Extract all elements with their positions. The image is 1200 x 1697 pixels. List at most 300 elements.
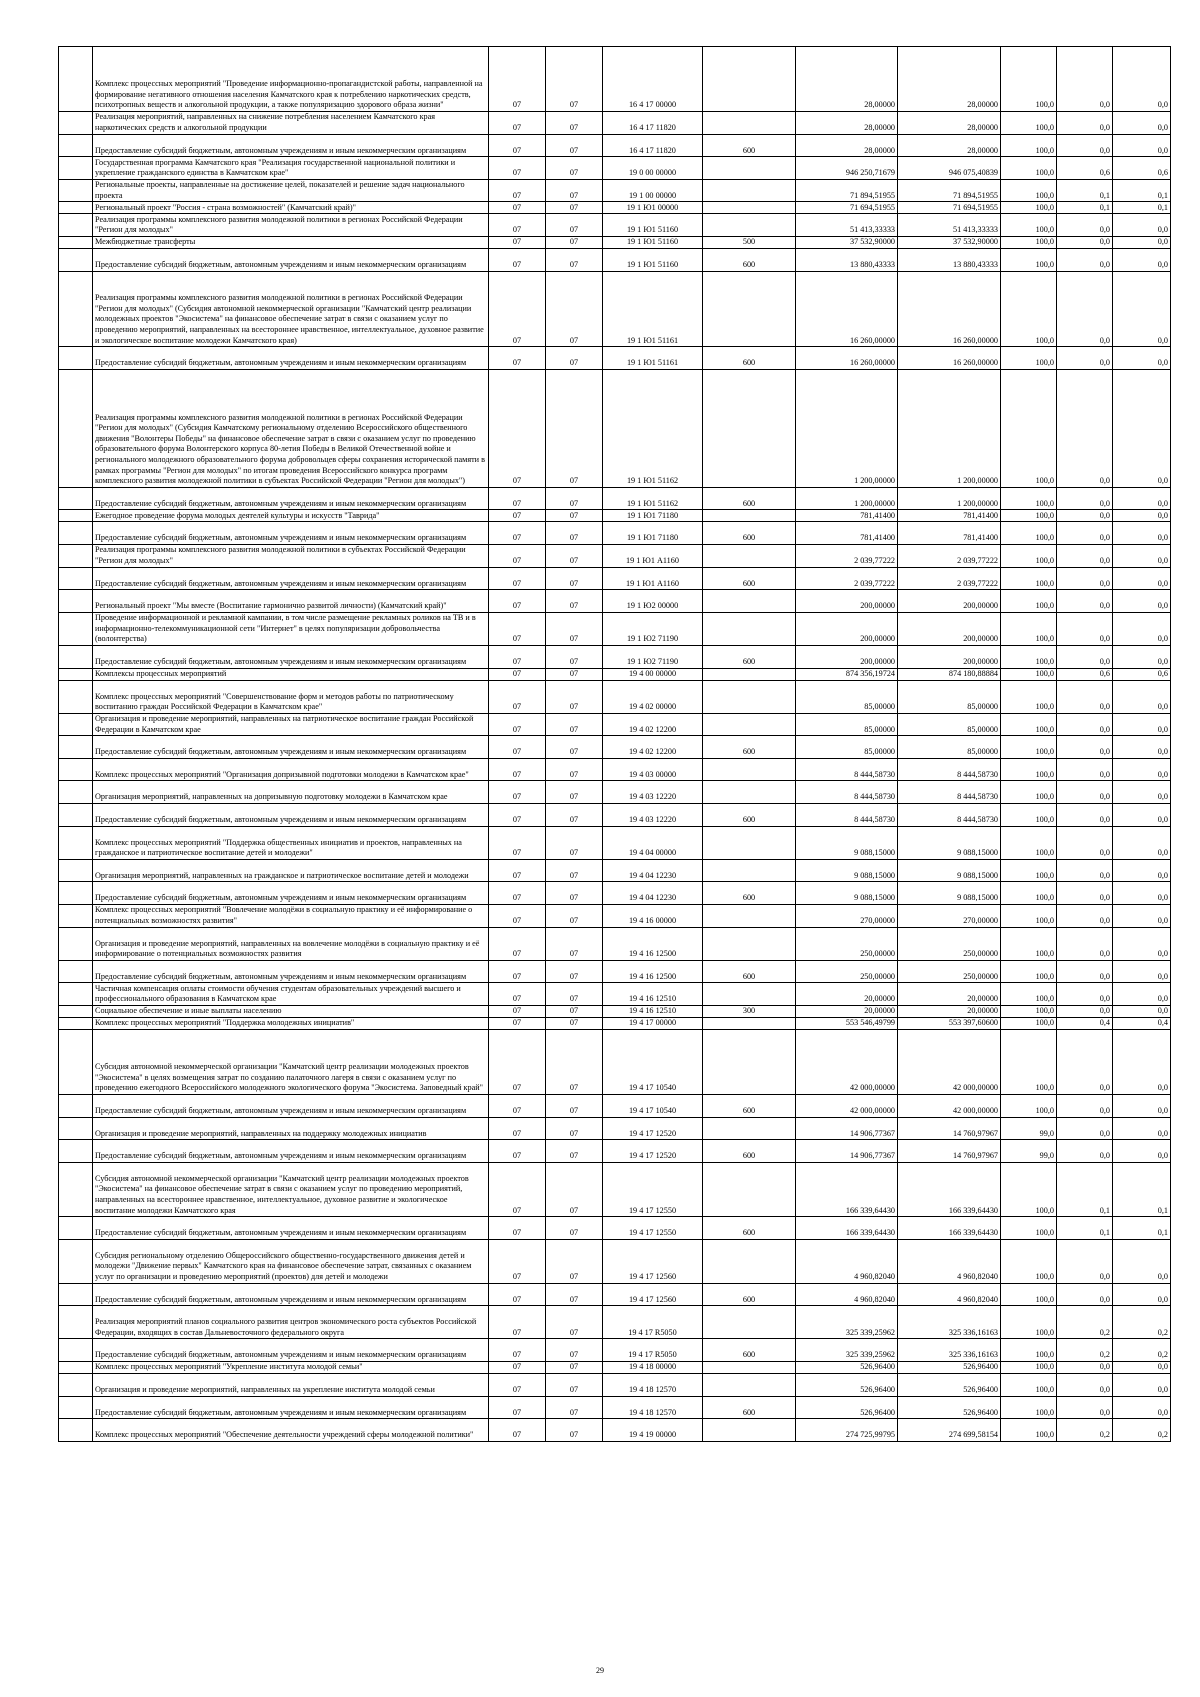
share-cell-2: 0,0 bbox=[1113, 590, 1171, 613]
planned-amount-cell: 8 444,58730 bbox=[796, 758, 898, 781]
share-cell-1: 0,0 bbox=[1057, 1140, 1113, 1163]
subsection-cell: 07 bbox=[546, 905, 603, 928]
blank-cell bbox=[59, 1140, 93, 1163]
actual-amount-cell: 16 260,00000 bbox=[898, 347, 1001, 370]
planned-amount-cell: 325 339,25962 bbox=[796, 1306, 898, 1339]
item-name-cell: Субсидия автономной некоммерческой организации "Камчатский центр реализации молодежных проектов "Экосистема" в целях возмещения затрат по созданию палаточного лагеря в связи с оказанием услуг по проведению ежегодного Всероссийского молодежного экологического форума "Экосистема. Заповедный край" bbox=[93, 1030, 489, 1095]
item-name-cell: Предоставление субсидий бюджетным, автономным учреждениям и иным некоммерческим организациям bbox=[93, 960, 489, 983]
target-article-cell: 16 4 17 11820 bbox=[603, 112, 703, 135]
expense-type-cell: 600 bbox=[703, 567, 796, 590]
blank-cell bbox=[59, 859, 93, 882]
subsection-cell: 07 bbox=[546, 522, 603, 545]
blank-cell bbox=[59, 487, 93, 510]
share-cell-1: 0,0 bbox=[1057, 758, 1113, 781]
target-article-cell: 19 4 16 12510 bbox=[603, 983, 703, 1006]
item-name-cell: Предоставление субсидий бюджетным, автономным учреждениям и иным некоммерческим организациям bbox=[93, 134, 489, 157]
subsection-cell: 07 bbox=[546, 1018, 603, 1030]
actual-amount-cell: 28,00000 bbox=[898, 134, 1001, 157]
share-cell-2: 0,2 bbox=[1113, 1419, 1171, 1442]
blank-cell bbox=[59, 1095, 93, 1118]
expense-type-cell bbox=[703, 1419, 796, 1442]
share-cell-1: 0,0 bbox=[1057, 510, 1113, 522]
share-cell-2: 0,0 bbox=[1113, 510, 1171, 522]
target-article-cell: 16 4 17 11820 bbox=[603, 134, 703, 157]
section-cell: 07 bbox=[489, 510, 546, 522]
actual-amount-cell: 9 088,15000 bbox=[898, 882, 1001, 905]
planned-amount-cell: 9 088,15000 bbox=[796, 826, 898, 859]
planned-amount-cell: 42 000,00000 bbox=[796, 1030, 898, 1095]
share-cell-1: 0,0 bbox=[1057, 1095, 1113, 1118]
share-cell-1: 0,1 bbox=[1057, 202, 1113, 214]
share-cell-1: 0,0 bbox=[1057, 983, 1113, 1006]
actual-amount-cell: 42 000,00000 bbox=[898, 1030, 1001, 1095]
execution-percent-cell: 100,0 bbox=[1001, 1030, 1057, 1095]
planned-amount-cell: 553 546,49799 bbox=[796, 1018, 898, 1030]
table-row bbox=[59, 736, 1171, 759]
target-article-cell: 19 4 18 00000 bbox=[603, 1361, 703, 1373]
subsection-cell: 07 bbox=[546, 927, 603, 960]
target-article-cell: 19 4 18 12570 bbox=[603, 1373, 703, 1396]
subsection-cell: 07 bbox=[546, 47, 603, 112]
execution-percent-cell: 100,0 bbox=[1001, 826, 1057, 859]
section-cell: 07 bbox=[489, 134, 546, 157]
actual-amount-cell: 28,00000 bbox=[898, 112, 1001, 135]
expense-type-cell: 500 bbox=[703, 236, 796, 248]
blank-cell bbox=[59, 680, 93, 713]
item-name-cell: Предоставление субсидий бюджетным, автономным учреждениям и иным некоммерческим организациям bbox=[93, 567, 489, 590]
table-row bbox=[59, 567, 1171, 590]
share-cell-2: 0,0 bbox=[1113, 960, 1171, 983]
table-row bbox=[59, 248, 1171, 271]
expense-type-cell: 600 bbox=[703, 1217, 796, 1240]
execution-percent-cell: 100,0 bbox=[1001, 612, 1057, 645]
section-cell: 07 bbox=[489, 960, 546, 983]
item-name-cell: Организация и проведение мероприятий, направленных на укрепление института молодой семьи bbox=[93, 1373, 489, 1396]
subsection-cell: 07 bbox=[546, 236, 603, 248]
section-cell: 07 bbox=[489, 882, 546, 905]
target-article-cell: 19 4 17 12550 bbox=[603, 1217, 703, 1240]
section-cell: 07 bbox=[489, 1419, 546, 1442]
actual-amount-cell: 325 336,16163 bbox=[898, 1306, 1001, 1339]
table-row bbox=[59, 112, 1171, 135]
actual-amount-cell: 14 760,97967 bbox=[898, 1140, 1001, 1163]
blank-cell bbox=[59, 47, 93, 112]
planned-amount-cell: 325 339,25962 bbox=[796, 1339, 898, 1362]
actual-amount-cell: 20,00000 bbox=[898, 1006, 1001, 1018]
planned-amount-cell: 71 694,51955 bbox=[796, 202, 898, 214]
share-cell-1: 0,0 bbox=[1057, 369, 1113, 487]
blank-cell bbox=[59, 927, 93, 960]
share-cell-1: 0,0 bbox=[1057, 882, 1113, 905]
target-article-cell: 19 4 19 00000 bbox=[603, 1419, 703, 1442]
planned-amount-cell: 781,41400 bbox=[796, 510, 898, 522]
planned-amount-cell: 13 880,43333 bbox=[796, 248, 898, 271]
expense-type-cell: 600 bbox=[703, 804, 796, 827]
table-row bbox=[59, 612, 1171, 645]
section-cell: 07 bbox=[489, 1030, 546, 1095]
planned-amount-cell: 200,00000 bbox=[796, 645, 898, 668]
target-article-cell: 19 4 17 10540 bbox=[603, 1030, 703, 1095]
actual-amount-cell: 200,00000 bbox=[898, 590, 1001, 613]
subsection-cell: 07 bbox=[546, 804, 603, 827]
table-row bbox=[59, 1217, 1171, 1240]
execution-percent-cell: 100,0 bbox=[1001, 668, 1057, 680]
section-cell: 07 bbox=[489, 1095, 546, 1118]
execution-percent-cell: 100,0 bbox=[1001, 487, 1057, 510]
target-article-cell: 19 1 Ю1 71180 bbox=[603, 510, 703, 522]
table-row bbox=[59, 645, 1171, 668]
share-cell-1: 0,0 bbox=[1057, 1373, 1113, 1396]
share-cell-2: 0,6 bbox=[1113, 668, 1171, 680]
blank-cell bbox=[59, 567, 93, 590]
subsection-cell: 07 bbox=[546, 1339, 603, 1362]
target-article-cell: 19 0 00 00000 bbox=[603, 157, 703, 180]
expense-type-cell bbox=[703, 612, 796, 645]
actual-amount-cell: 4 960,82040 bbox=[898, 1239, 1001, 1283]
blank-cell bbox=[59, 248, 93, 271]
subsection-cell: 07 bbox=[546, 1095, 603, 1118]
table-row bbox=[59, 179, 1171, 202]
planned-amount-cell: 20,00000 bbox=[796, 983, 898, 1006]
section-cell: 07 bbox=[489, 236, 546, 248]
section-cell: 07 bbox=[489, 347, 546, 370]
share-cell-2: 0,0 bbox=[1113, 248, 1171, 271]
subsection-cell: 07 bbox=[546, 202, 603, 214]
planned-amount-cell: 781,41400 bbox=[796, 522, 898, 545]
item-name-cell: Реализация программы комплексного развития молодежной политики в регионах Российской Федерации "Регион для молодых" (Субсидия автономной некоммерческой организации "Камчатский центр реализации молодежных проектов "Экосистема" на финансовое обеспечение затрат в связи с оказанием услуг по проведению мероприятий, направленных на всестороннее нравственное, интеллектуальное, духовное развитие и экологическое воспитание молодежи Камчатского края) bbox=[93, 271, 489, 347]
actual-amount-cell: 2 039,77222 bbox=[898, 544, 1001, 567]
planned-amount-cell: 874 356,19724 bbox=[796, 668, 898, 680]
planned-amount-cell: 1 200,00000 bbox=[796, 369, 898, 487]
item-name-cell: Комплекс процессных мероприятий "Совершенствование форм и методов работы по патриотическому воспитанию граждан Российской Федерации в Камчатском крае" bbox=[93, 680, 489, 713]
planned-amount-cell: 1 200,00000 bbox=[796, 487, 898, 510]
table-row bbox=[59, 1361, 1171, 1373]
expense-type-cell: 300 bbox=[703, 1006, 796, 1018]
blank-cell bbox=[59, 1117, 93, 1140]
execution-percent-cell: 100,0 bbox=[1001, 1018, 1057, 1030]
item-name-cell: Предоставление субсидий бюджетным, автономным учреждениям и иным некоммерческим организациям bbox=[93, 882, 489, 905]
expense-type-cell bbox=[703, 1117, 796, 1140]
actual-amount-cell: 166 339,64430 bbox=[898, 1162, 1001, 1216]
share-cell-1: 0,0 bbox=[1057, 544, 1113, 567]
share-cell-2: 0,0 bbox=[1113, 1140, 1171, 1163]
target-article-cell: 19 4 04 00000 bbox=[603, 826, 703, 859]
execution-percent-cell: 100,0 bbox=[1001, 248, 1057, 271]
item-name-cell: Организация мероприятий, направленных на допризывную подготовку молодежи в Камчатском крае bbox=[93, 781, 489, 804]
item-name-cell: Государственная программа Камчатского края "Реализация государственной национальной политики и укрепление гражданского единства в Камчатском крае" bbox=[93, 157, 489, 180]
blank-cell bbox=[59, 1361, 93, 1373]
expense-type-cell bbox=[703, 157, 796, 180]
subsection-cell: 07 bbox=[546, 1140, 603, 1163]
share-cell-1: 0,0 bbox=[1057, 248, 1113, 271]
target-article-cell: 19 4 17 12520 bbox=[603, 1117, 703, 1140]
table-row bbox=[59, 202, 1171, 214]
expense-type-cell bbox=[703, 544, 796, 567]
section-cell: 07 bbox=[489, 612, 546, 645]
blank-cell bbox=[59, 612, 93, 645]
expense-type-cell bbox=[703, 202, 796, 214]
section-cell: 07 bbox=[489, 804, 546, 827]
section-cell: 07 bbox=[489, 590, 546, 613]
execution-percent-cell: 100,0 bbox=[1001, 567, 1057, 590]
item-name-cell: Реализация программы комплексного развития молодежной политики в регионах Российской Федерации "Регион для молодых" (Субсидия Камчатскому региональному отделению Всероссийского общественного движения "Волонтеры Победы" на финансовое обеспечение затрат в связи с оказанием услуг по проведению образовательного форума Волонтерского корпуса 80-летия Победы в Великой Отечественной войне и регионального молодежного образовательного форума добровольцев сферы сохранения исторической памяти в рамках программы "Регион для молодых" по итогам проведения Всероссийского конкурса программ комплексного развития молодежной политики в субъектах Российской Федерации "Регион для молодых") bbox=[93, 369, 489, 487]
actual-amount-cell: 2 039,77222 bbox=[898, 567, 1001, 590]
share-cell-2: 0,0 bbox=[1113, 1006, 1171, 1018]
subsection-cell: 07 bbox=[546, 487, 603, 510]
target-article-cell: 19 4 00 00000 bbox=[603, 668, 703, 680]
section-cell: 07 bbox=[489, 567, 546, 590]
actual-amount-cell: 781,41400 bbox=[898, 522, 1001, 545]
expense-type-cell bbox=[703, 47, 796, 112]
execution-percent-cell: 100,0 bbox=[1001, 1419, 1057, 1442]
expense-type-cell: 600 bbox=[703, 1339, 796, 1362]
execution-percent-cell: 100,0 bbox=[1001, 927, 1057, 960]
execution-percent-cell: 100,0 bbox=[1001, 713, 1057, 736]
target-article-cell: 19 4 04 12230 bbox=[603, 859, 703, 882]
actual-amount-cell: 526,96400 bbox=[898, 1373, 1001, 1396]
actual-amount-cell: 8 444,58730 bbox=[898, 758, 1001, 781]
table-row bbox=[59, 590, 1171, 613]
subsection-cell: 07 bbox=[546, 1396, 603, 1419]
expense-type-cell: 600 bbox=[703, 134, 796, 157]
share-cell-2: 0,0 bbox=[1113, 826, 1171, 859]
target-article-cell: 19 1 Ю1 А1160 bbox=[603, 544, 703, 567]
execution-percent-cell: 100,0 bbox=[1001, 1283, 1057, 1306]
section-cell: 07 bbox=[489, 157, 546, 180]
execution-percent-cell: 100,0 bbox=[1001, 905, 1057, 928]
actual-amount-cell: 9 088,15000 bbox=[898, 859, 1001, 882]
planned-amount-cell: 274 725,99795 bbox=[796, 1419, 898, 1442]
share-cell-1: 0,0 bbox=[1057, 271, 1113, 347]
blank-cell bbox=[59, 1006, 93, 1018]
table-row bbox=[59, 271, 1171, 347]
execution-percent-cell: 100,0 bbox=[1001, 347, 1057, 370]
planned-amount-cell: 526,96400 bbox=[796, 1361, 898, 1373]
expense-type-cell: 600 bbox=[703, 248, 796, 271]
subsection-cell: 07 bbox=[546, 680, 603, 713]
item-name-cell: Предоставление субсидий бюджетным, автономным учреждениям и иным некоммерческим организациям bbox=[93, 736, 489, 759]
share-cell-1: 0,0 bbox=[1057, 927, 1113, 960]
table-row bbox=[59, 1239, 1171, 1283]
execution-percent-cell: 100,0 bbox=[1001, 804, 1057, 827]
execution-percent-cell: 100,0 bbox=[1001, 1006, 1057, 1018]
section-cell: 07 bbox=[489, 1339, 546, 1362]
table-row bbox=[59, 859, 1171, 882]
section-cell: 07 bbox=[489, 668, 546, 680]
blank-cell bbox=[59, 157, 93, 180]
expense-type-cell bbox=[703, 510, 796, 522]
blank-cell bbox=[59, 960, 93, 983]
section-cell: 07 bbox=[489, 826, 546, 859]
table-row bbox=[59, 781, 1171, 804]
table-row bbox=[59, 369, 1171, 487]
execution-percent-cell: 100,0 bbox=[1001, 983, 1057, 1006]
blank-cell bbox=[59, 236, 93, 248]
table-row bbox=[59, 236, 1171, 248]
blank-cell bbox=[59, 214, 93, 237]
blank-cell bbox=[59, 522, 93, 545]
target-article-cell: 19 1 Ю1 51161 bbox=[603, 347, 703, 370]
table-row bbox=[59, 47, 1171, 112]
blank-cell bbox=[59, 736, 93, 759]
share-cell-2: 0,2 bbox=[1113, 1339, 1171, 1362]
section-cell: 07 bbox=[489, 736, 546, 759]
execution-percent-cell: 100,0 bbox=[1001, 47, 1057, 112]
expense-type-cell bbox=[703, 713, 796, 736]
expense-type-cell bbox=[703, 590, 796, 613]
target-article-cell: 19 4 03 12220 bbox=[603, 804, 703, 827]
share-cell-2: 0,1 bbox=[1113, 202, 1171, 214]
target-article-cell: 19 1 Ю1 51161 bbox=[603, 271, 703, 347]
expense-type-cell bbox=[703, 1239, 796, 1283]
share-cell-2: 0,0 bbox=[1113, 1030, 1171, 1095]
blank-cell bbox=[59, 510, 93, 522]
expense-type-cell bbox=[703, 112, 796, 135]
target-article-cell: 19 4 17 12560 bbox=[603, 1283, 703, 1306]
table-row bbox=[59, 522, 1171, 545]
item-name-cell: Предоставление субсидий бюджетным, автономным учреждениям и иным некоммерческим организациям bbox=[93, 347, 489, 370]
item-name-cell: Предоставление субсидий бюджетным, автономным учреждениям и иным некоммерческим организациям bbox=[93, 522, 489, 545]
subsection-cell: 07 bbox=[546, 510, 603, 522]
actual-amount-cell: 28,00000 bbox=[898, 47, 1001, 112]
table-row bbox=[59, 1162, 1171, 1216]
execution-percent-cell: 100,0 bbox=[1001, 179, 1057, 202]
target-article-cell: 19 4 02 00000 bbox=[603, 680, 703, 713]
item-name-cell: Предоставление субсидий бюджетным, автономным учреждениям и иным некоммерческим организациям bbox=[93, 248, 489, 271]
execution-percent-cell: 100,0 bbox=[1001, 882, 1057, 905]
share-cell-1: 0,0 bbox=[1057, 112, 1113, 135]
actual-amount-cell: 8 444,58730 bbox=[898, 804, 1001, 827]
item-name-cell: Предоставление субсидий бюджетным, автономным учреждениям и иным некоммерческим организациям bbox=[93, 1396, 489, 1419]
item-name-cell: Предоставление субсидий бюджетным, автономным учреждениям и иным некоммерческим организациям bbox=[93, 1339, 489, 1362]
table-row bbox=[59, 983, 1171, 1006]
subsection-cell: 07 bbox=[546, 1030, 603, 1095]
actual-amount-cell: 874 180,88884 bbox=[898, 668, 1001, 680]
section-cell: 07 bbox=[489, 1217, 546, 1240]
expense-type-cell: 600 bbox=[703, 1140, 796, 1163]
subsection-cell: 07 bbox=[546, 347, 603, 370]
blank-cell bbox=[59, 590, 93, 613]
share-cell-1: 0,2 bbox=[1057, 1419, 1113, 1442]
section-cell: 07 bbox=[489, 47, 546, 112]
subsection-cell: 07 bbox=[546, 859, 603, 882]
share-cell-1: 0,0 bbox=[1057, 347, 1113, 370]
target-article-cell: 19 1 Ю2 71190 bbox=[603, 612, 703, 645]
subsection-cell: 07 bbox=[546, 826, 603, 859]
section-cell: 07 bbox=[489, 758, 546, 781]
item-name-cell: Комплекс процессных мероприятий "Обеспечение деятельности учреждений сферы молодежной политики" bbox=[93, 1419, 489, 1442]
item-name-cell: Субсидия автономной некоммерческой организации "Камчатский центр реализации молодежных проектов "Экосистема" на финансовое обеспечение затрат в связи с оказанием услуг по проведению мероприятий, направленных на всестороннее нравственное, интеллектуальное, духовное развитие и экологическое воспитание молодежи Камчатского края bbox=[93, 1162, 489, 1216]
subsection-cell: 07 bbox=[546, 134, 603, 157]
subsection-cell: 07 bbox=[546, 271, 603, 347]
share-cell-2: 0,0 bbox=[1113, 713, 1171, 736]
expense-type-cell: 600 bbox=[703, 487, 796, 510]
expense-type-cell bbox=[703, 668, 796, 680]
section-cell: 07 bbox=[489, 522, 546, 545]
item-name-cell: Реализация программы комплексного развития молодежной политики в субъектах Российской Федерации "Регион для молодых" bbox=[93, 544, 489, 567]
share-cell-1: 0,0 bbox=[1057, 713, 1113, 736]
share-cell-1: 0,0 bbox=[1057, 1030, 1113, 1095]
planned-amount-cell: 14 906,77367 bbox=[796, 1117, 898, 1140]
item-name-cell: Комплекс процессных мероприятий "Организация допризывной подготовки молодежи в Камчатском крае" bbox=[93, 758, 489, 781]
target-article-cell: 19 4 17 12520 bbox=[603, 1140, 703, 1163]
section-cell: 07 bbox=[489, 1239, 546, 1283]
share-cell-2: 0,4 bbox=[1113, 1018, 1171, 1030]
execution-percent-cell: 100,0 bbox=[1001, 202, 1057, 214]
share-cell-1: 0,0 bbox=[1057, 522, 1113, 545]
execution-percent-cell: 100,0 bbox=[1001, 960, 1057, 983]
blank-cell bbox=[59, 1419, 93, 1442]
blank-cell bbox=[59, 134, 93, 157]
target-article-cell: 19 4 02 12200 bbox=[603, 736, 703, 759]
table-row bbox=[59, 826, 1171, 859]
item-name-cell: Организация и проведение мероприятий, направленных на вовлечение молодёжи в социальную практику и её информирование о потенциальных возможностях развития bbox=[93, 927, 489, 960]
share-cell-2: 0,1 bbox=[1113, 1217, 1171, 1240]
item-name-cell: Предоставление субсидий бюджетным, автономным учреждениям и иным некоммерческим организациям bbox=[93, 645, 489, 668]
section-cell: 07 bbox=[489, 202, 546, 214]
share-cell-2: 0,0 bbox=[1113, 487, 1171, 510]
expense-type-cell bbox=[703, 1306, 796, 1339]
actual-amount-cell: 37 532,90000 bbox=[898, 236, 1001, 248]
item-name-cell: Комплекс процессных мероприятий "Поддержка молодежных инициатив" bbox=[93, 1018, 489, 1030]
planned-amount-cell: 250,00000 bbox=[796, 960, 898, 983]
actual-amount-cell: 42 000,00000 bbox=[898, 1095, 1001, 1118]
subsection-cell: 07 bbox=[546, 645, 603, 668]
execution-percent-cell: 100,0 bbox=[1001, 134, 1057, 157]
target-article-cell: 19 4 16 12510 bbox=[603, 1006, 703, 1018]
section-cell: 07 bbox=[489, 1396, 546, 1419]
item-name-cell: Региональные проекты, направленные на достижение целей, показателей и решение задач национального проекта bbox=[93, 179, 489, 202]
blank-cell bbox=[59, 781, 93, 804]
item-name-cell: Предоставление субсидий бюджетным, автономным учреждениям и иным некоммерческим организациям bbox=[93, 804, 489, 827]
target-article-cell: 19 4 03 00000 bbox=[603, 758, 703, 781]
share-cell-2: 0,0 bbox=[1113, 882, 1171, 905]
share-cell-2: 0,0 bbox=[1113, 1239, 1171, 1283]
table-row bbox=[59, 1339, 1171, 1362]
expense-type-cell bbox=[703, 1373, 796, 1396]
planned-amount-cell: 51 413,33333 bbox=[796, 214, 898, 237]
subsection-cell: 07 bbox=[546, 1361, 603, 1373]
execution-percent-cell: 99,0 bbox=[1001, 1140, 1057, 1163]
subsection-cell: 07 bbox=[546, 369, 603, 487]
blank-cell bbox=[59, 713, 93, 736]
blank-cell bbox=[59, 544, 93, 567]
planned-amount-cell: 526,96400 bbox=[796, 1373, 898, 1396]
budget-table bbox=[58, 46, 1171, 1442]
target-article-cell: 19 1 Ю1 51160 bbox=[603, 248, 703, 271]
share-cell-1: 0,1 bbox=[1057, 179, 1113, 202]
target-article-cell: 19 4 02 12200 bbox=[603, 713, 703, 736]
target-article-cell: 19 1 Ю1 71180 bbox=[603, 522, 703, 545]
blank-cell bbox=[59, 271, 93, 347]
actual-amount-cell: 274 699,58154 bbox=[898, 1419, 1001, 1442]
table-row bbox=[59, 668, 1171, 680]
blank-cell bbox=[59, 112, 93, 135]
subsection-cell: 07 bbox=[546, 736, 603, 759]
planned-amount-cell: 166 339,64430 bbox=[796, 1217, 898, 1240]
actual-amount-cell: 526,96400 bbox=[898, 1361, 1001, 1373]
actual-amount-cell: 20,00000 bbox=[898, 983, 1001, 1006]
share-cell-1: 0,0 bbox=[1057, 590, 1113, 613]
target-article-cell: 19 4 17 R5050 bbox=[603, 1306, 703, 1339]
section-cell: 07 bbox=[489, 781, 546, 804]
section-cell: 07 bbox=[489, 905, 546, 928]
item-name-cell: Комплексы процессных мероприятий bbox=[93, 668, 489, 680]
share-cell-2: 0,0 bbox=[1113, 612, 1171, 645]
actual-amount-cell: 553 397,60600 bbox=[898, 1018, 1001, 1030]
target-article-cell: 19 4 16 12500 bbox=[603, 927, 703, 960]
target-article-cell: 19 4 16 00000 bbox=[603, 905, 703, 928]
